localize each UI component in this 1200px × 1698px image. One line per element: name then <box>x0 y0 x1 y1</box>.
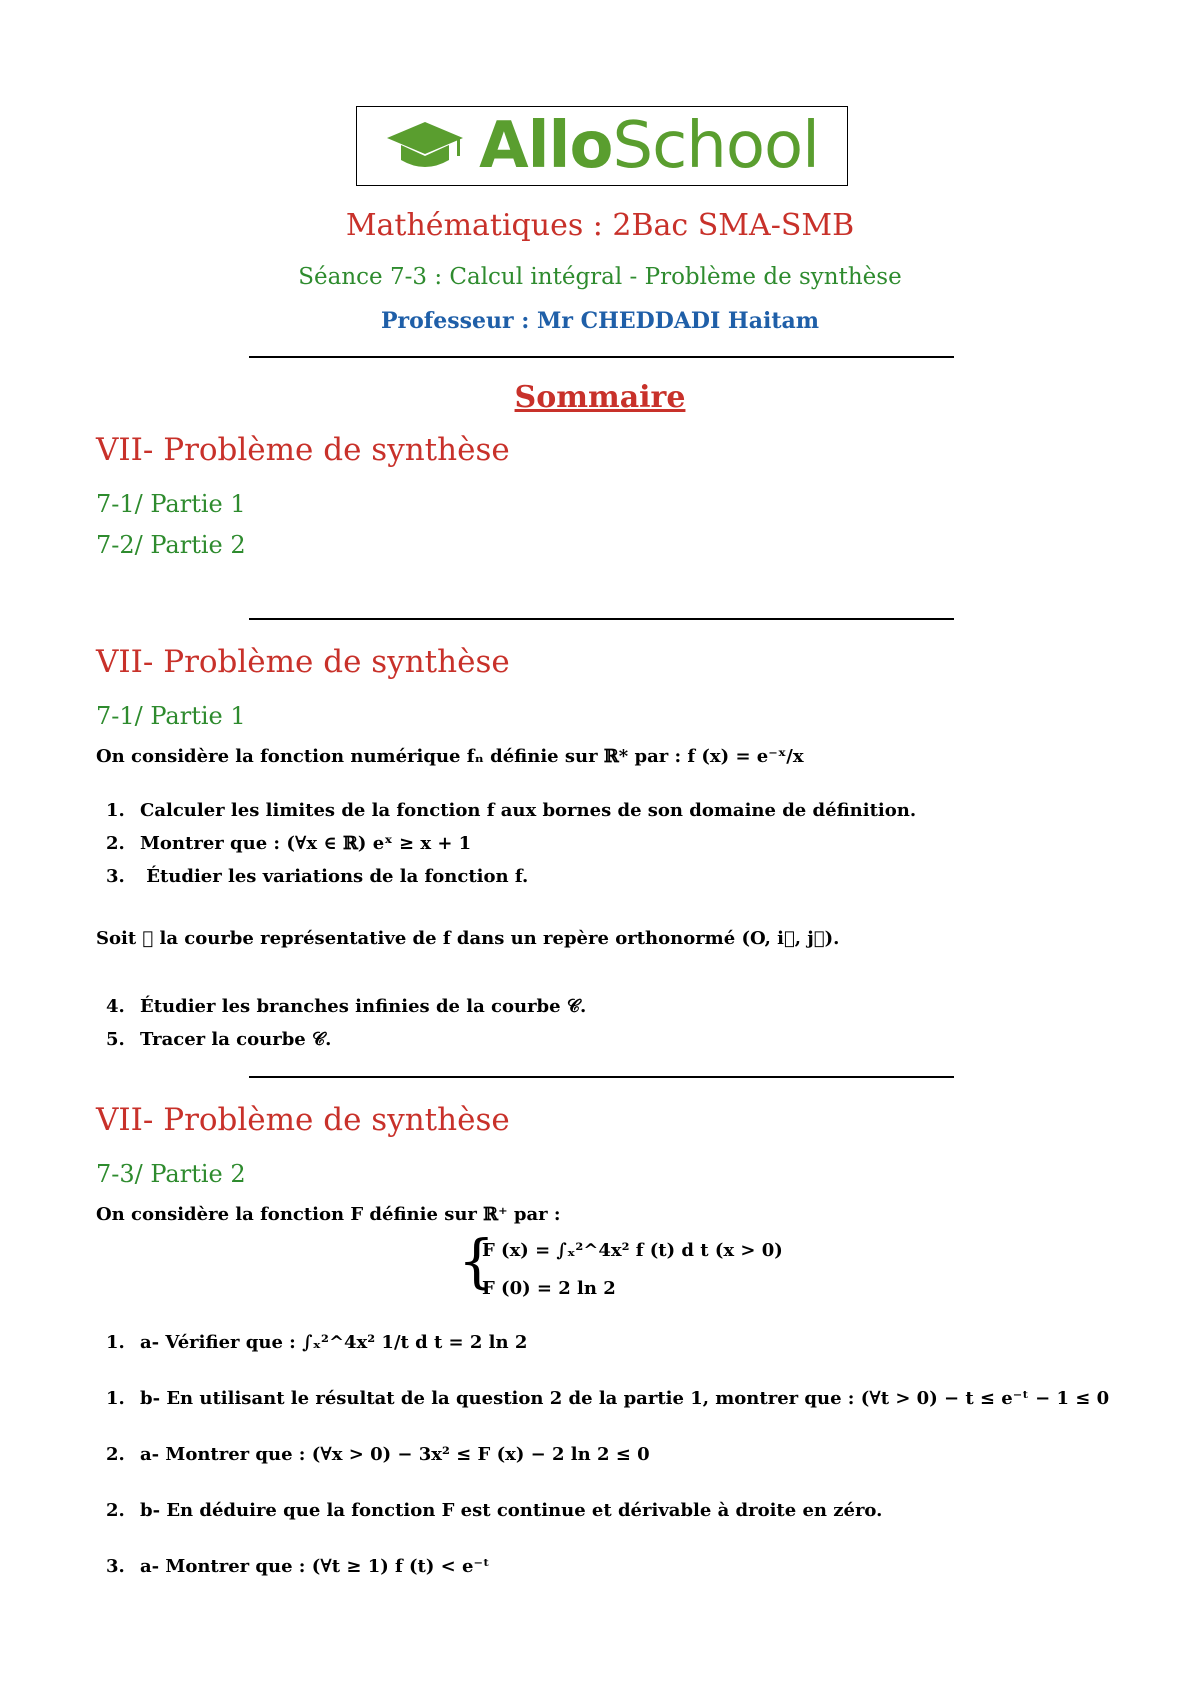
question-item: 2. a- Montrer que : (∀x > 0) − 3x² ≤ F (x) − 2 ln 2 ≤ 0 <box>106 1444 650 1465</box>
summary-section-link[interactable]: VII- Problème de synthèse <box>96 432 510 468</box>
graduation-cap-icon <box>385 118 465 174</box>
intro-text: On considère la fonction numérique fₙ définie sur ℝ* par : f (x) = e⁻ˣ/x <box>96 746 804 767</box>
question-item: 1. b- En utilisant le résultat de la question 2 de la partie 1, montrer que : (∀t > 0) − t ≤ e⁻ᵗ − 1 ≤ 0 <box>106 1388 1110 1409</box>
question-item: 1. a- Vérifier que : ∫ₓ²^4x² 1/t d t = 2 ln 2 <box>106 1332 528 1353</box>
question-item: 4. Étudier les branches infinies de la courbe 𝒞. <box>106 996 587 1017</box>
document-subtitle: Séance 7-3 : Calcul intégral - Problème de synthèse <box>298 264 902 290</box>
system-line: F (0) = 2 ln 2 <box>482 1278 616 1299</box>
question-item: 5. Tracer la courbe 𝒞. <box>106 1029 332 1050</box>
logo-text: AlloSchool <box>479 109 819 183</box>
divider <box>249 356 954 358</box>
document-title: Mathématiques : 2Bac SMA-SMB <box>345 208 855 243</box>
divider <box>249 1076 954 1078</box>
curve-definition: Soit 𝒞 la courbe représentative de f dans un repère orthonormé (O, i⃗, j⃗). <box>96 928 840 949</box>
question-item: 3. a- Montrer que : (∀t ≥ 1) f (t) < e⁻ᵗ <box>106 1556 490 1577</box>
question-item: 1. Calculer les limites de la fonction f aux bornes de son domaine de définition. <box>106 800 917 821</box>
question-item: 3. Étudier les variations de la fonction f. <box>106 866 529 887</box>
subsection-heading: 7-3/ Partie 2 <box>96 1160 246 1188</box>
section-heading: VII- Problème de synthèse <box>96 644 510 680</box>
system-line: F (x) = ∫ₓ²^4x² f (t) d t (x > 0) <box>482 1240 783 1261</box>
section-heading: VII- Problème de synthèse <box>96 1102 510 1138</box>
summary-heading: Sommaire <box>514 380 686 415</box>
professor-name: Professeur : Mr CHEDDADI Haitam <box>380 308 820 334</box>
question-item: 2. Montrer que : (∀x ∈ ℝ) eˣ ≥ x + 1 <box>106 833 472 854</box>
subsection-heading: 7-1/ Partie 1 <box>96 702 246 730</box>
summary-item-partie-2[interactable]: 7-2/ Partie 2 <box>96 531 246 559</box>
system-brace: { <box>458 1227 495 1295</box>
summary-item-partie-1[interactable]: 7-1/ Partie 1 <box>96 490 246 518</box>
question-item: 2. b- En déduire que la fonction F est continue et dérivable à droite en zéro. <box>106 1500 883 1521</box>
alloschool-logo <box>356 106 848 186</box>
divider <box>249 618 954 620</box>
intro-text: On considère la fonction F définie sur ℝ⁺ par : <box>96 1204 561 1225</box>
